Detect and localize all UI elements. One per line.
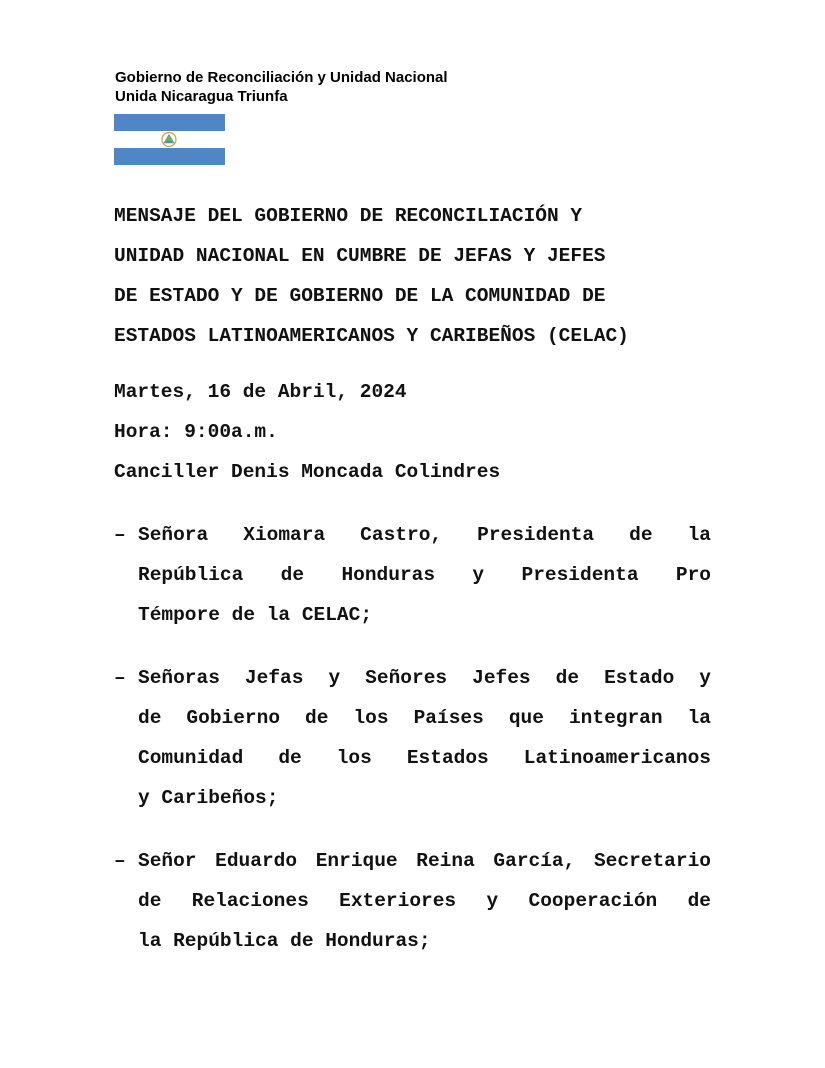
event-date: Martes, 16 de Abril, 2024 xyxy=(114,381,407,403)
dash-marker: – xyxy=(114,667,126,689)
event-time: Hora: 9:00a.m. xyxy=(114,421,278,443)
title-line: MENSAJE DEL GOBIERNO DE RECONCILIACIÓN Y xyxy=(114,205,583,227)
list-item xyxy=(114,658,711,818)
speaker-name: Canciller Denis Moncada Colindres xyxy=(114,461,501,483)
list-line: Señor Eduardo Enrique Reina García, Secretario xyxy=(138,850,711,872)
list-line: de Gobierno de los Países que integran la xyxy=(138,707,711,729)
document-title xyxy=(114,196,714,356)
nicaragua-flag-icon xyxy=(114,114,225,165)
list-line: Señora Xiomara Castro, Presidenta de la xyxy=(138,524,711,546)
flag-top-band xyxy=(114,114,225,131)
title-line: UNIDAD NACIONAL EN CUMBRE DE JEFAS Y JEFES xyxy=(114,245,606,267)
list-line: de Relaciones Exteriores y Cooperación de xyxy=(138,890,711,912)
dash-marker: – xyxy=(114,524,126,546)
title-line: DE ESTADO Y DE GOBIERNO DE LA COMUNIDAD DE xyxy=(114,285,606,307)
flag-bottom-band xyxy=(114,148,225,165)
list-line: República de Honduras y Presidenta Pro xyxy=(138,564,711,586)
list-line: Señoras Jefas y Señores Jefes de Estado y xyxy=(138,667,711,689)
header-line-1: Gobierno de Reconciliación y Unidad Nacional xyxy=(115,69,448,86)
dash-marker: – xyxy=(114,850,126,872)
list-line: y Caribeños; xyxy=(138,787,279,809)
list-line: la República de Honduras; xyxy=(138,930,431,952)
event-details xyxy=(114,372,500,492)
list-item xyxy=(114,841,711,961)
coat-of-arms-icon xyxy=(160,131,178,148)
list-line: Comunidad de los Estados Latinoamericanos xyxy=(138,747,711,769)
salutation-list xyxy=(114,515,711,984)
title-line: ESTADOS LATINOAMERICANOS Y CARIBEÑOS (CELAC) xyxy=(114,325,629,347)
list-item xyxy=(114,515,711,635)
list-line: Témpore de la CELAC; xyxy=(138,604,373,626)
header-line-2: Unida Nicaragua Triunfa xyxy=(115,88,288,105)
government-header xyxy=(115,68,448,106)
